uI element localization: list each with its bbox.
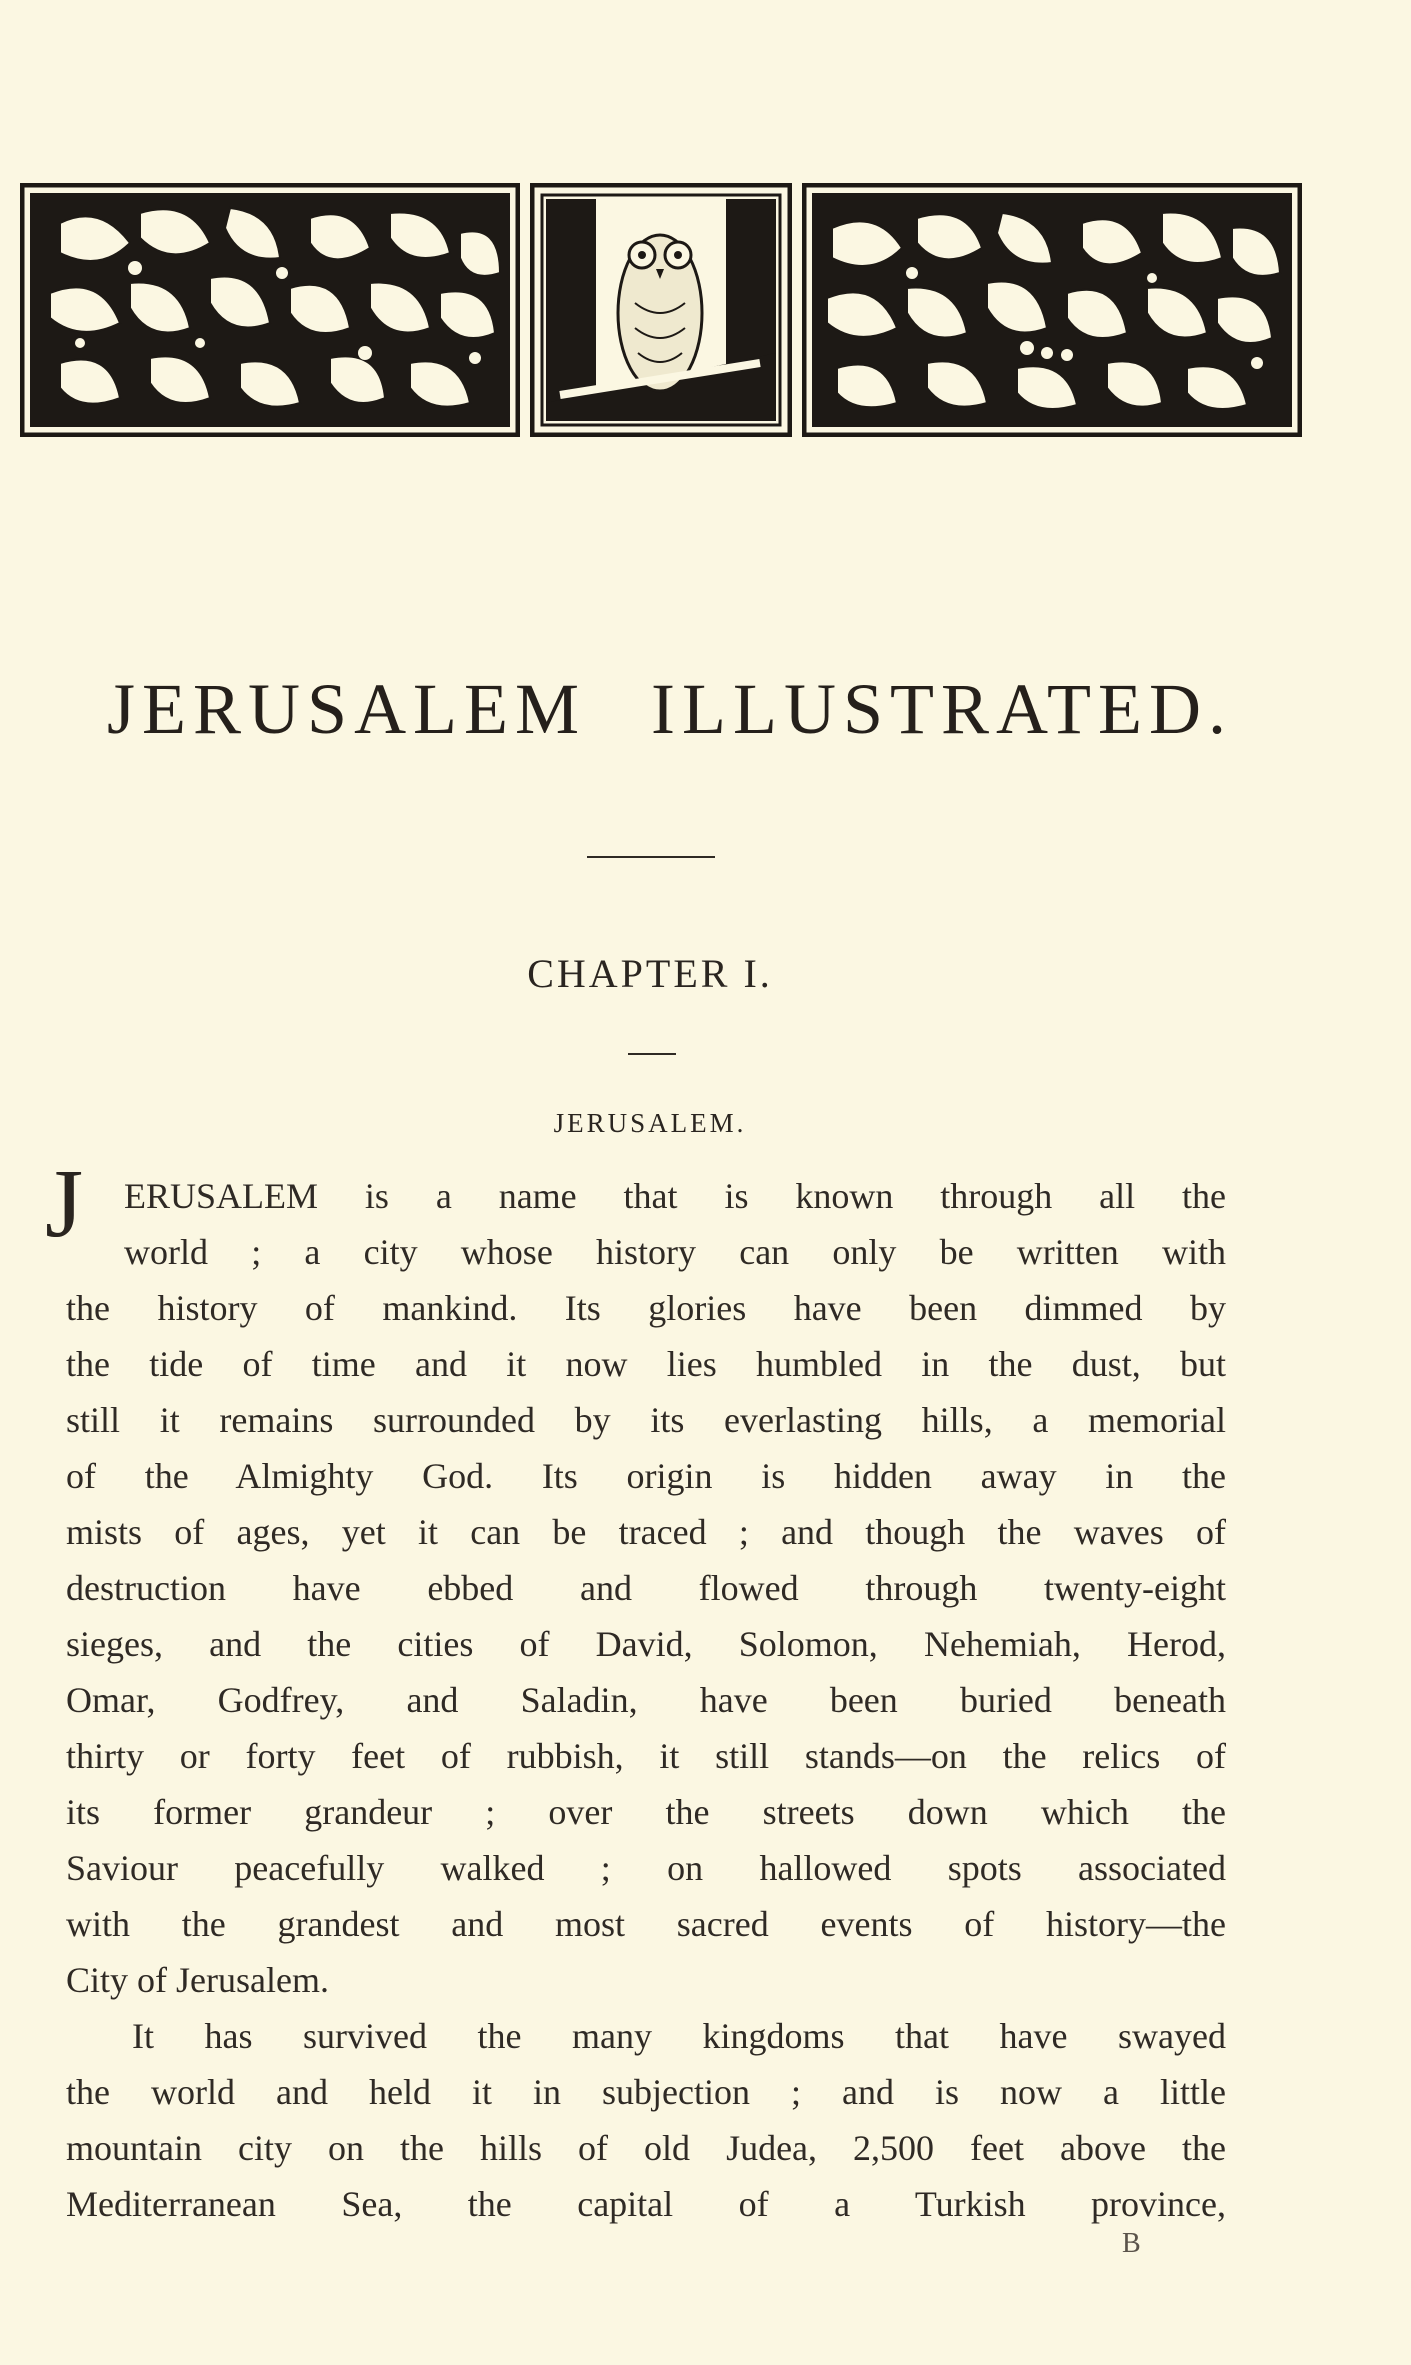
text-line-12: its former grandeur ; over the streets down which the <box>66 1792 1226 1832</box>
title-divider <box>587 856 715 858</box>
book-title: JERUSALEM ILLUSTRATED. <box>107 669 1233 749</box>
text-line-16: It has survived the many kingdoms that have swayed <box>132 2016 1226 2056</box>
leaf-ornament-left <box>20 183 520 437</box>
text-line-3: the history of mankind. Its glories have been dimmed by <box>66 1288 1226 1328</box>
text-line-17: the world and held it in subjection ; and is now a little <box>66 2072 1226 2112</box>
text-line-14: with the grandest and most sacred events of history—the <box>66 1904 1226 1944</box>
text-line-8: destruction have ebbed and flowed through twenty-eight <box>66 1568 1226 1608</box>
leaf-ornament-right <box>802 183 1302 437</box>
text-line-6: of the Almighty God. Its origin is hidden away in the <box>66 1456 1226 1496</box>
text-line-2: world ; a city whose history can only be written with <box>124 1232 1226 1272</box>
decorative-headpiece <box>20 183 1282 437</box>
text-line-18: mountain city on the hills of old Judea, 2,500 feet above the <box>66 2128 1226 2168</box>
text-line-19: Mediterranean Sea, the capital of a Turkish province, <box>66 2184 1226 2224</box>
chapter-subheading: JERUSALEM. <box>553 1108 747 1138</box>
chapter-heading: CHAPTER I. <box>527 951 773 996</box>
owl-vignette <box>530 183 792 437</box>
text-line-7: mists of ages, yet it can be traced ; and though the waves of <box>66 1512 1226 1552</box>
text-line-9: sieges, and the cities of David, Solomon, Nehemiah, Herod, <box>66 1624 1226 1664</box>
owl-icon <box>618 235 702 391</box>
text-line-11: thirty or forty feet of rubbish, it still stands—on the relics of <box>66 1736 1226 1776</box>
text-line-15: City of Jerusalem. <box>66 1960 329 2000</box>
text-line-5: still it remains surrounded by its everlasting hills, a memorial <box>66 1400 1226 1440</box>
text-line-1: ERUSALEM is a name that is known through all the <box>124 1176 1226 1216</box>
drop-cap: J <box>45 1150 84 1258</box>
signature-mark: B <box>1122 2228 1141 2259</box>
text-line-10: Omar, Godfrey, and Saladin, have been buried beneath <box>66 1680 1226 1720</box>
chapter-divider <box>628 1053 676 1055</box>
text-line-4: the tide of time and it now lies humbled in the dust, but <box>66 1344 1226 1384</box>
text-line-13: Saviour peacefully walked ; on hallowed spots associated <box>66 1848 1226 1888</box>
